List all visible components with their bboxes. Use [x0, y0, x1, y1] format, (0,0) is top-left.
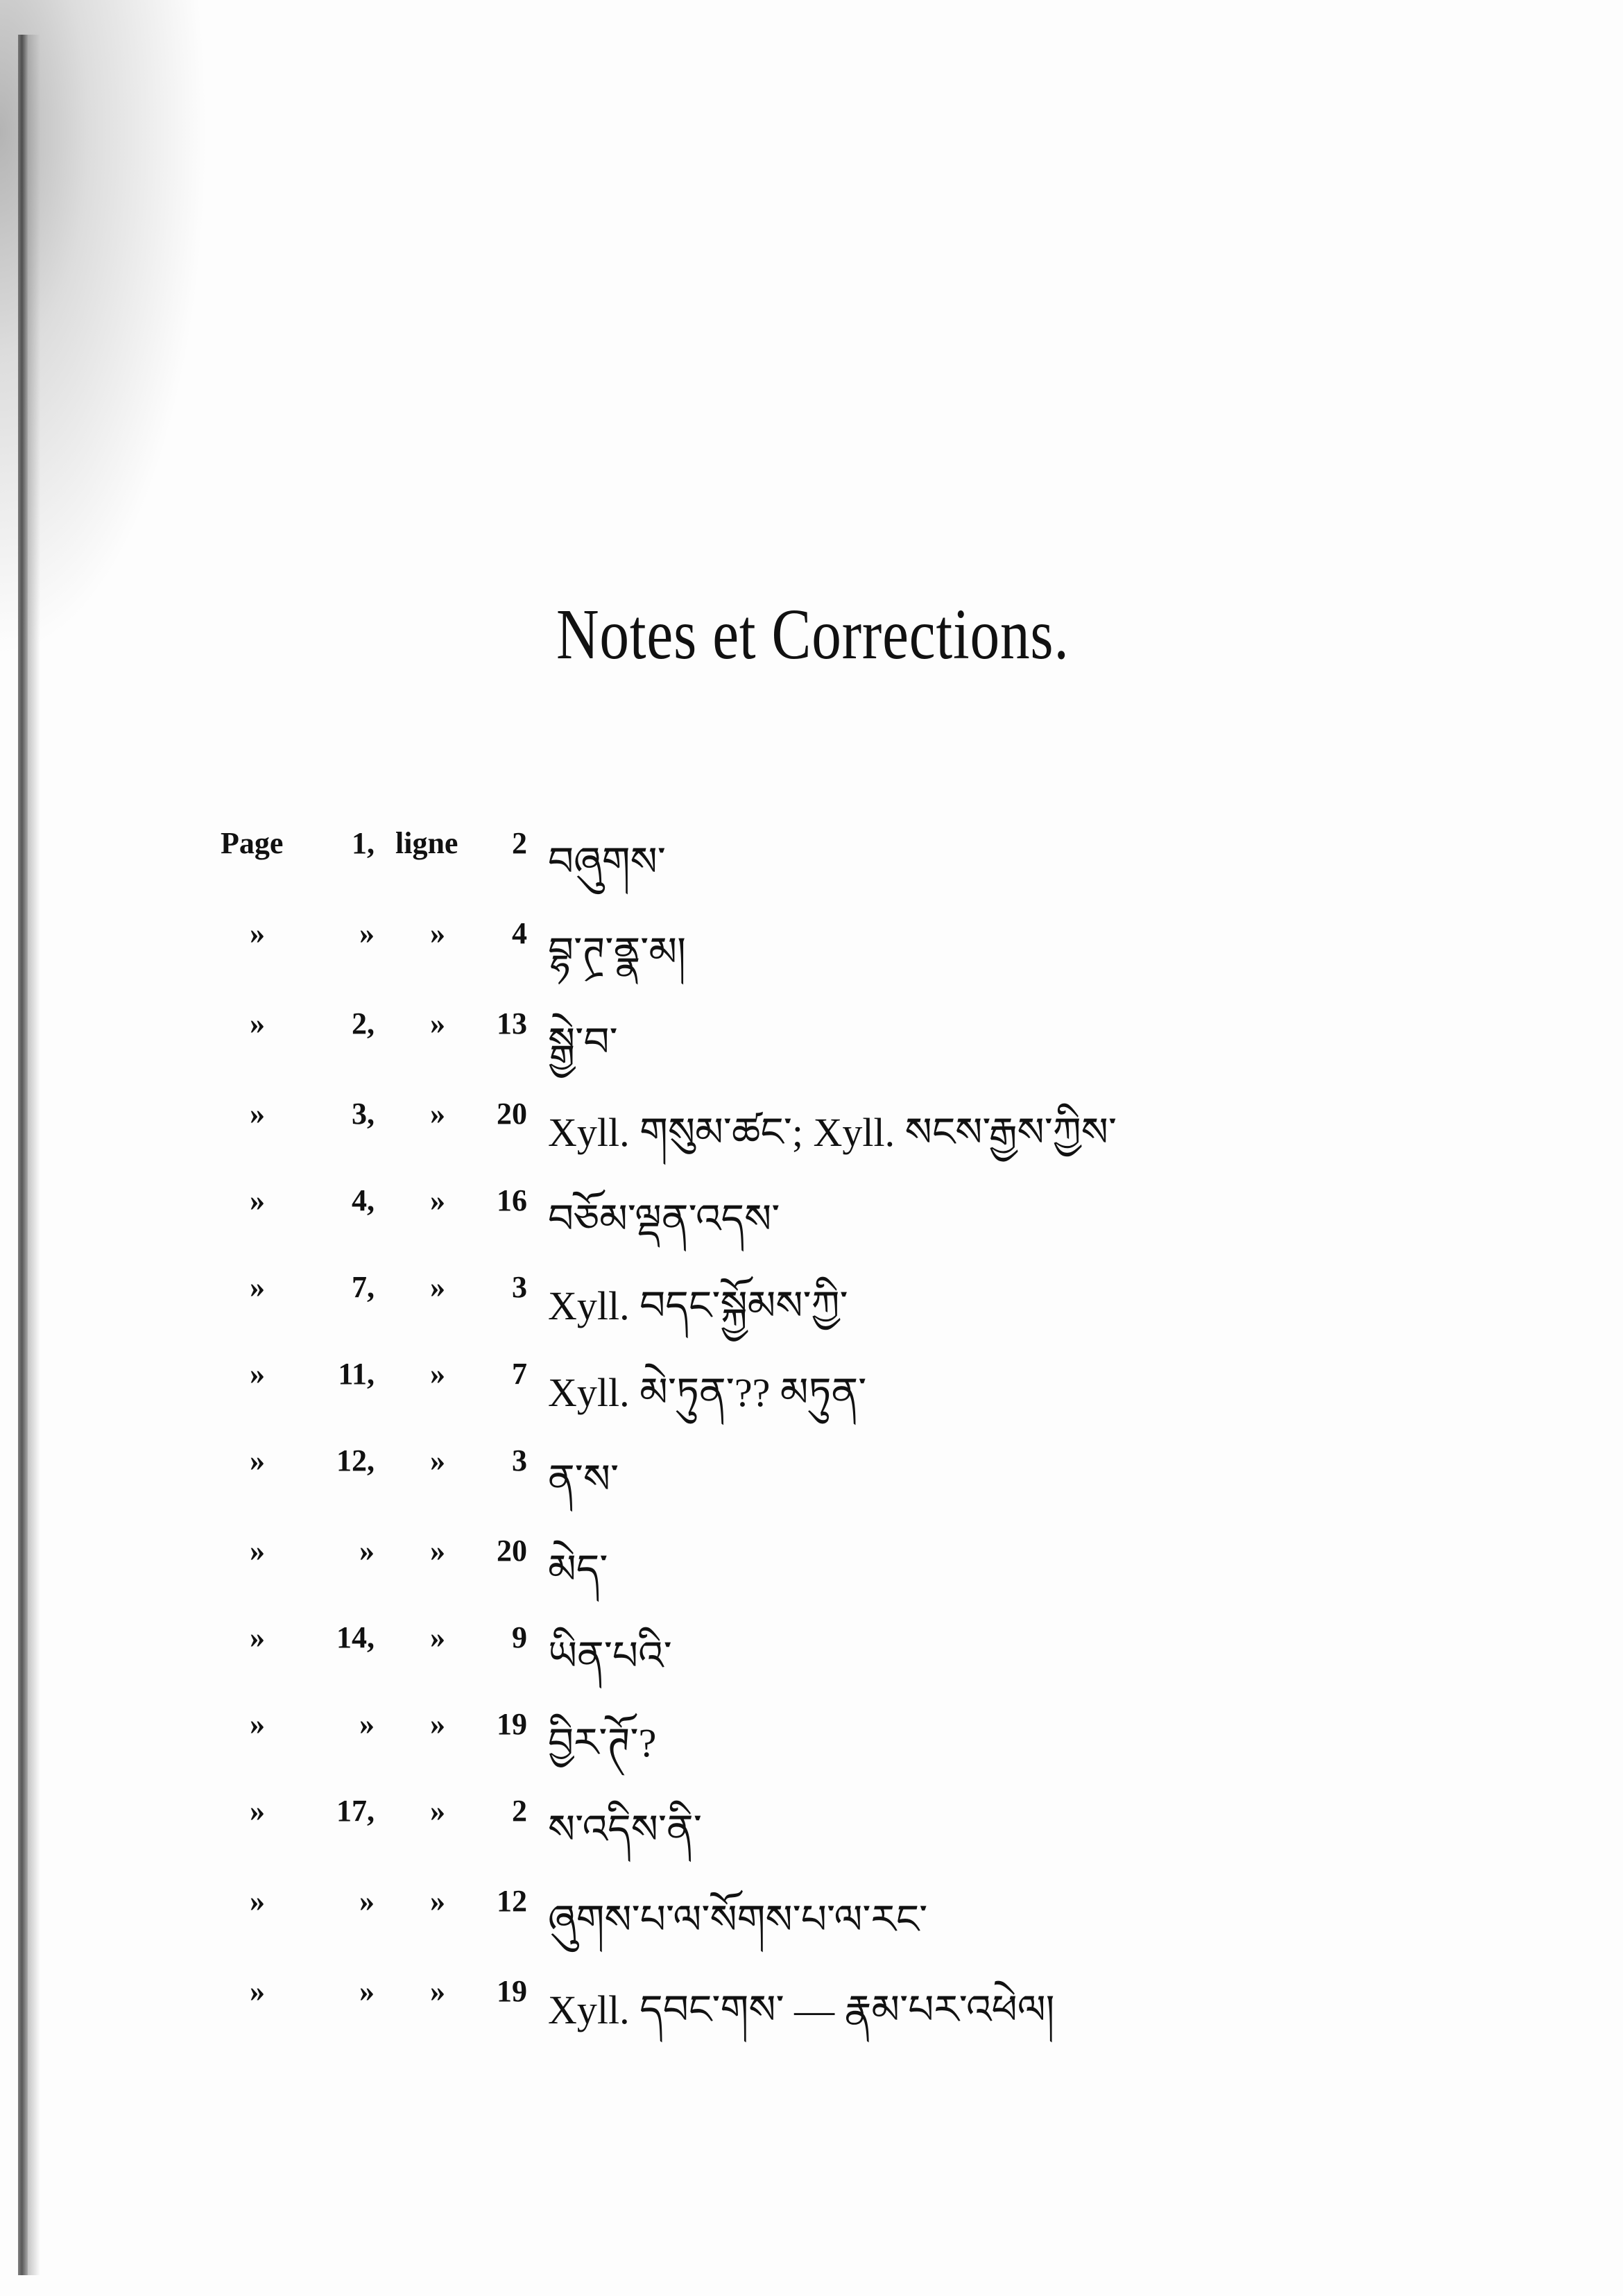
ligne-label: »	[430, 1183, 445, 1217]
correction-entry	[0, 812, 1623, 884]
line-number: 4	[512, 916, 527, 950]
ligne-label: »	[430, 1534, 445, 1568]
page-label: »	[250, 1534, 265, 1568]
line-number: 2	[512, 1794, 527, 1828]
ligne-label: »	[430, 1270, 445, 1304]
correction-text: བྷ་ཊྲ་ནྣ་མ།	[548, 929, 686, 975]
correction-text: ཞུགས་པ་ལ་སོགས་པ་ལ་རང་	[548, 1897, 928, 1942]
line-number: 16	[497, 1183, 527, 1217]
page-number: »	[359, 1884, 375, 1918]
line-number: 19	[497, 1707, 527, 1741]
page-number: 1,	[352, 826, 375, 860]
page-number: 14,	[336, 1620, 375, 1654]
page-label: »	[250, 916, 265, 950]
ligne-label: »	[430, 1794, 445, 1828]
line-number: 3	[512, 1443, 527, 1477]
correction-text: ས་འདིས་ནི་	[548, 1807, 702, 1852]
page-label: »	[250, 1270, 265, 1304]
page-label: Page	[221, 826, 284, 860]
correction-text: བྱིར་ཊོ་?	[548, 1720, 657, 1765]
scan-binding-fade	[28, 35, 40, 2275]
ligne-label: »	[430, 1097, 445, 1131]
ligne-label: »	[430, 1357, 445, 1391]
page-label: »	[250, 1794, 265, 1828]
correction-text: བཞུགས་	[548, 839, 666, 884]
correction-text: Xyll. མེ་ཏུན་?? མཏུན་	[548, 1370, 867, 1415]
page-label: »	[250, 1620, 265, 1654]
correction-entry	[0, 992, 1623, 1065]
page-number: 7,	[352, 1270, 375, 1304]
correction-entry	[0, 1519, 1623, 1592]
correction-text: མེད་	[548, 1547, 608, 1592]
page-label: »	[250, 1097, 265, 1131]
correction-text: ཡིན་པའི་	[548, 1634, 672, 1679]
correction-text: Xyll. དབང་གས་ — རྣམ་པར་འཕེལ།	[548, 1987, 1055, 2032]
ligne-label: ligne	[395, 826, 458, 860]
page-label: »	[250, 1183, 265, 1217]
line-number: 7	[512, 1357, 527, 1391]
page-number: 4,	[352, 1183, 375, 1217]
page-label: »	[250, 1707, 265, 1741]
correction-entry	[0, 1779, 1623, 1852]
correction-entry	[0, 1606, 1623, 1679]
page-number: 12,	[336, 1443, 375, 1477]
correction-text: ན་ས་	[548, 1457, 619, 1502]
correction-entry	[0, 1169, 1623, 1242]
page-number: 17,	[336, 1794, 375, 1828]
line-number: 20	[497, 1534, 527, 1568]
scan-binding-edge	[18, 35, 28, 2275]
correction-text: Xyll. གསུམ་ཚང་; Xyll. སངས་རྒྱས་ཀྱིས་	[548, 1110, 1117, 1155]
ligne-label: »	[430, 1443, 445, 1477]
line-number: 19	[497, 1974, 527, 2008]
correction-entry	[0, 1960, 1623, 2032]
line-number: 2	[512, 826, 527, 860]
ligne-label: »	[430, 1620, 445, 1654]
correction-entry	[0, 1869, 1623, 1942]
correction-entry	[0, 1429, 1623, 1502]
page-number: »	[359, 1707, 375, 1741]
line-number: 12	[497, 1884, 527, 1918]
page-title: Notes et Corrections.	[556, 594, 1070, 674]
page-label: »	[250, 1006, 265, 1040]
correction-entry	[0, 1256, 1623, 1328]
page-number: 2,	[352, 1006, 375, 1040]
correction-entry	[0, 1082, 1623, 1155]
page-number: »	[359, 916, 375, 950]
line-number: 9	[512, 1620, 527, 1654]
ligne-label: »	[430, 1707, 445, 1741]
correction-text: སྒྱེ་བ་	[548, 1020, 618, 1065]
page-label: »	[250, 1357, 265, 1391]
correction-entry	[0, 1342, 1623, 1415]
correction-entry	[0, 1693, 1623, 1765]
page-label: »	[250, 1443, 265, 1477]
correction-entry	[0, 902, 1623, 975]
ligne-label: »	[430, 1884, 445, 1918]
correction-text: བཅོམ་ལྡན་འདས་	[548, 1197, 780, 1242]
line-number: 3	[512, 1270, 527, 1304]
ligne-label: »	[430, 1006, 445, 1040]
correction-text: Xyll. བདང་སྐྱོམས་ཀྱི་	[548, 1283, 848, 1328]
page-number: »	[359, 1534, 375, 1568]
page-number: 11,	[338, 1357, 375, 1391]
ligne-label: »	[430, 916, 445, 950]
page-label: »	[250, 1974, 265, 2008]
line-number: 20	[497, 1097, 527, 1131]
line-number: 13	[497, 1006, 527, 1040]
page-number: 3,	[352, 1097, 375, 1131]
page-number: »	[359, 1974, 375, 2008]
page-label: »	[250, 1884, 265, 1918]
ligne-label: »	[430, 1974, 445, 2008]
